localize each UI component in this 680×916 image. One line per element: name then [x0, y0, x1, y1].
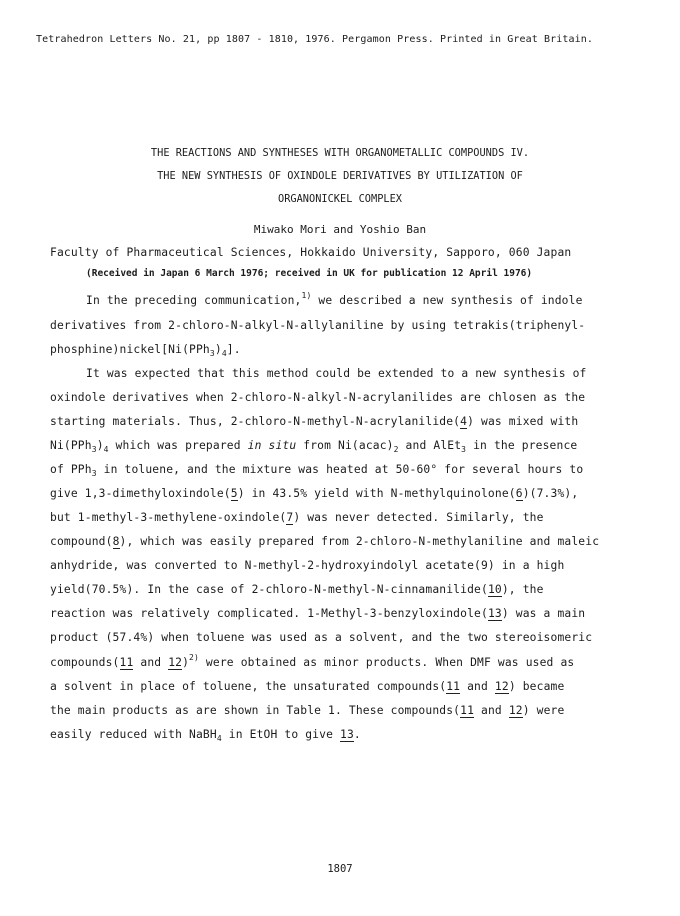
paragraph-2-line-12: product (57.4%) when toluene was used as a solvent, and the two stereoisomeric [50, 631, 593, 644]
paragraph-2-line-6: give 1,3-dimethyloxindole(5) in 43.5% yield with N-methylquinolone(6)(7.3%), [50, 487, 579, 500]
paragraph-2-line-3: starting materials. Thus, 2-chloro-N-methyl-N-acrylanilide(4) was mixed with [50, 415, 579, 428]
affiliation: Faculty of Pharmaceutical Sciences, Hokkaido University, Sapporo, 060 Japan [50, 246, 572, 259]
paragraph-2-line-11: reaction was relatively complicated. 1-Methyl-3-benzyloxindole(13) was a main [50, 607, 586, 620]
journal-header: Tetrahedron Letters No. 21, pp 1807 - 1810, 1976. Pergamon Press. Printed in Great Britain. [36, 34, 593, 45]
paragraph-2-line-10: yield(70.5%). In the case of 2-chloro-N-methyl-N-cinnamanilide(10), the [50, 583, 544, 596]
paragraph-2-line-16: easily reduced with NaBH$_4$ in EtOH to give 13. [50, 728, 361, 743]
paragraph-1-line-2: derivatives from 2-chloro-N-alkyl-N-allylaniline by using tetrakis(triphenyl- [50, 319, 586, 332]
paragraph-2-line-5: of PPh$_3$ in toluene, and the mixture was heated at 50-60° for several hours to [50, 463, 584, 478]
title-line-3: ORGANONICKEL COMPLEX [278, 193, 402, 205]
paragraph-2-line-15: the main products as are shown in Table 1. These compounds(11 and 12) were [50, 704, 565, 717]
paragraph-1-line-1: In the preceding communication,$^{1)}$ we described a new synthesis of indole [86, 291, 583, 307]
page-number: 1807 [327, 863, 353, 875]
title-line-2: THE NEW SYNTHESIS OF OXINDOLE DERIVATIVES BY UTILIZATION OF [157, 170, 523, 182]
title-line-1: THE REACTIONS AND SYNTHESES WITH ORGANOMETALLIC COMPOUNDS IV. [150, 147, 530, 159]
paragraph-2-line-8: compound(8), which was easily prepared from 2-chloro-N-methylaniline and maleic [50, 535, 600, 548]
paragraph-2-line-14: a solvent in place of toluene, the unsaturated compounds(11 and 12) became [50, 680, 565, 693]
paragraph-2-line-4: $Ni(PPh_3)_4$ which was prepared in situ from $Ni(acac)_2$ and AlEt$_3$ in the presence [50, 439, 578, 454]
paragraph-2-line-13: compounds(11 and 12)$^{2)}$ were obtained as minor products. When DMF was used as [50, 653, 575, 669]
paragraph-2-line-9: anhydride, was converted to N-methyl-2-hydroxyindolyl acetate(9) in a high [50, 559, 565, 572]
received-dates: (Received in Japan 6 March 1976; received in UK for publication 12 April 1976) [86, 268, 533, 279]
paragraph-2-line-1: It was expected that this method could be extended to a new synthesis of [86, 367, 587, 380]
paragraph-2-line-7: but 1-methyl-3-methylene-oxindole(7) was never detected. Similarly, the [50, 511, 544, 524]
authors: Miwako Mori and Yoshio Ban [253, 223, 427, 236]
paragraph-2-line-2: oxindole derivatives when 2-chloro-N-alkyl-N-acrylanilides are chlosen as the [50, 391, 586, 404]
paragraph-1-line-3: $phosphine)nickel[Ni(PPh_3)_4]$. [50, 343, 241, 358]
